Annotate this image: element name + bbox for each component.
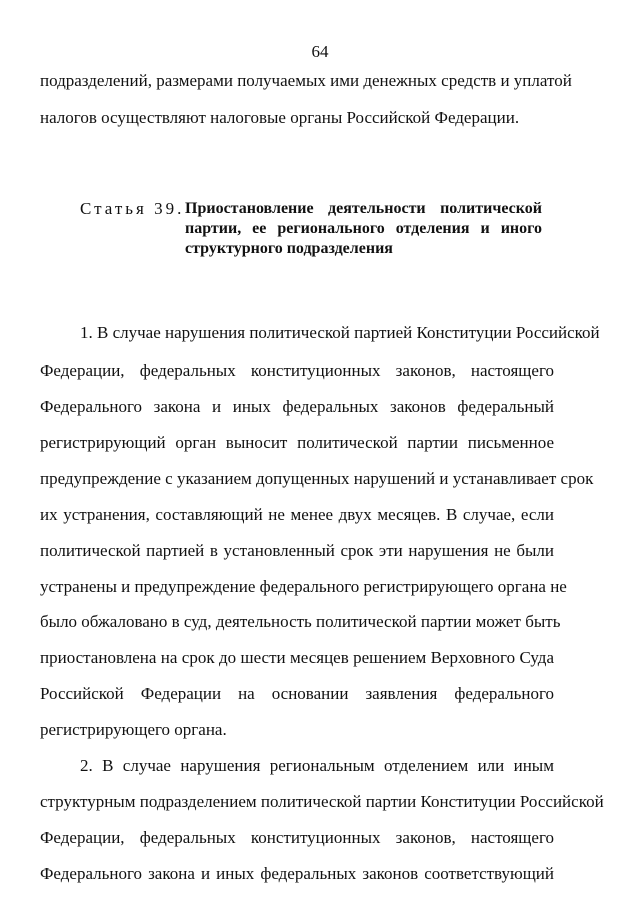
article-title-line: Приостановление деятельности политической (185, 200, 542, 217)
text-line: Федерального закона и иных федеральных законов федеральный (40, 397, 554, 416)
text-line: приостановлена на срок до шести месяцев решением Верховного Суда (40, 648, 554, 667)
text-line: подразделений, размерами получаемых ими денежных средств и уплатой (40, 71, 572, 90)
article-label: Статья 39. (80, 199, 185, 218)
article-title-line: партии, ее регионального отделения и иного (185, 220, 542, 237)
text-line: структурным подразделением политической партии Конституции Российской (40, 792, 604, 811)
text-line: регистрирующий орган выносит политической партии письменное (40, 433, 554, 452)
text-line: налогов осуществляют налоговые органы Российской Федерации. (40, 108, 520, 127)
page-number: 64 (311, 42, 329, 61)
text-line: Федерального закона и иных федеральных законов соответствующий (40, 864, 554, 883)
text-line: регистрирующего органа. (40, 720, 227, 739)
text-line: Федерации, федеральных конституционных законов, настоящего (40, 828, 554, 847)
text-line: их устранения, составляющий не менее двух месяцев. В случае, если (40, 505, 554, 524)
text-line: Федерации, федеральных конституционных законов, настоящего (40, 361, 554, 380)
text-line: Российской Федерации на основании заявления федерального (40, 684, 554, 703)
text-line: 1. В случае нарушения политической партией Конституции Российской (80, 323, 600, 342)
text-line: устранены и предупреждение федерального регистрирующего органа не (40, 577, 567, 596)
text-line: было обжаловано в суд, деятельность политической партии может быть (40, 612, 561, 631)
article-title-line: структурного подразделения (185, 240, 393, 257)
text-line: политической партией в установленный срок эти нарушения не были (40, 541, 554, 560)
text-line: предупреждение с указанием допущенных нарушений и устанавливает срок (40, 469, 594, 488)
text-line: 2. В случае нарушения региональным отделением или иным (80, 756, 554, 775)
